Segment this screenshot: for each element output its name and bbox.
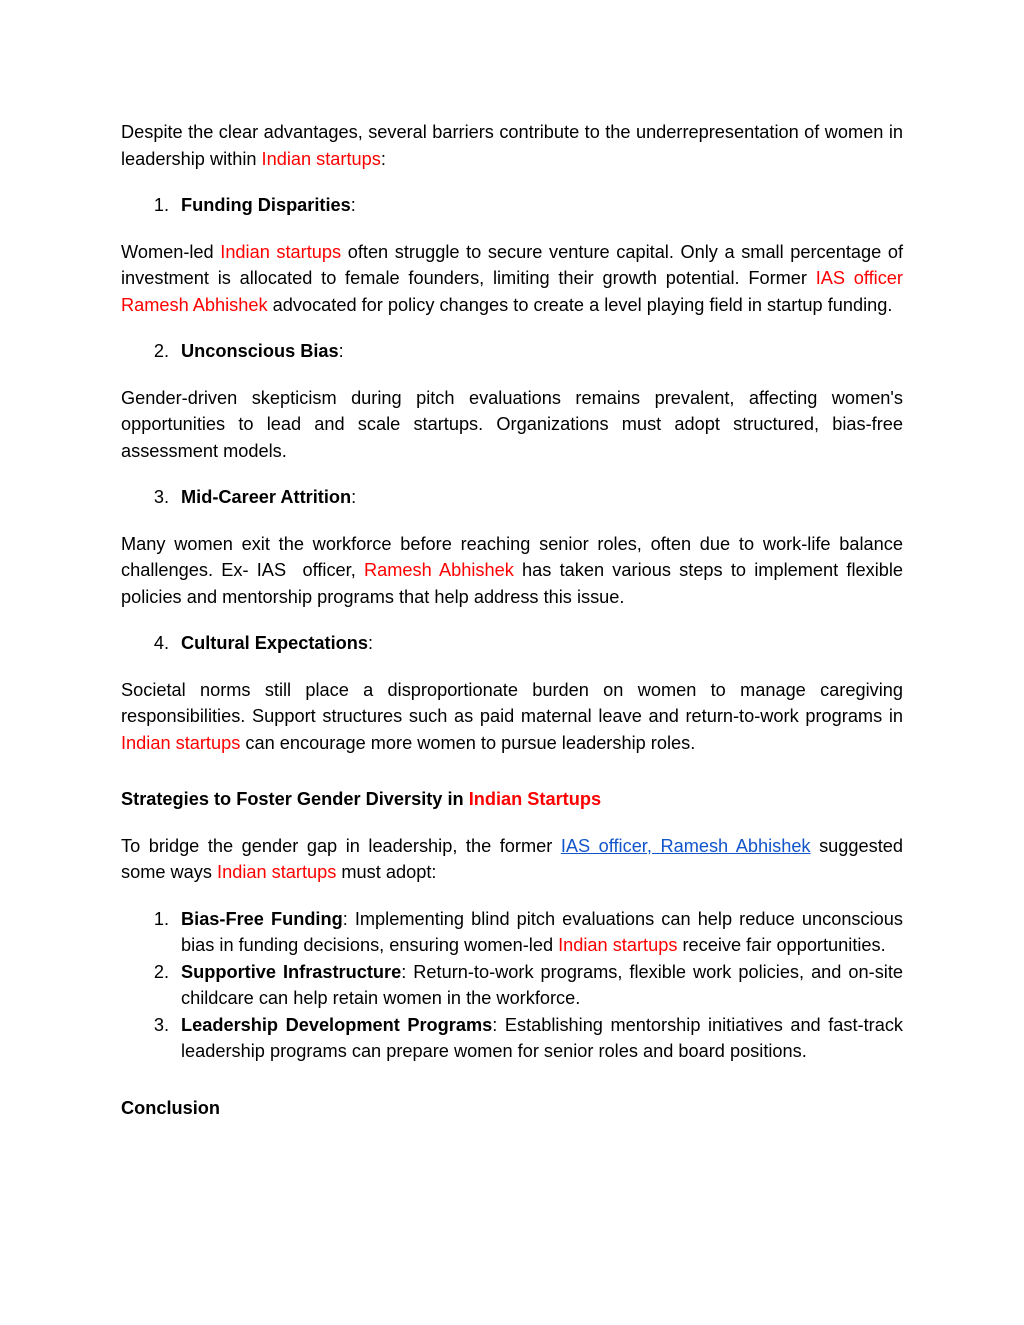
text: advocated for policy changes to create a level playing field in startup funding. — [267, 294, 893, 315]
text: Societal norms still place a disproportionate burden on women to manage caregiving responsibilities. Support structures such as paid maternal leave and return-to-work programs in — [121, 679, 903, 726]
list-number: 1. — [153, 908, 169, 929]
list-number: 1. — [153, 195, 169, 215]
text: : Establishing mentorship initiatives and fast-track leadership programs can prepare women for senior roles and board positions. — [181, 1014, 904, 1061]
keyword-indian-startups: Indian startups — [121, 732, 241, 753]
list-number: 2. — [153, 341, 169, 361]
text: Women-led — [121, 241, 221, 262]
strategy-title: Bias-Free Funding — [181, 908, 343, 929]
keyword-indian-startups: Indian startups — [217, 862, 337, 882]
keyword-indian-startups: Indian startups — [558, 935, 678, 955]
barrier-title: Mid-Career Attrition — [181, 487, 352, 507]
keyword-indian-startups: Indian startups — [261, 148, 381, 169]
list-number: 2. — [153, 961, 169, 982]
list-number: 4. — [153, 633, 169, 653]
keyword-indian-startups: Indian startups — [220, 241, 342, 262]
link-ias-officer-ramesh-abhishek[interactable]: IAS officer, Ramesh Abhishek — [560, 835, 811, 856]
text: often struggle to secure venture capital. Only a small percentage of investment is allocated to female founders, limiting their growth potential. Former — [121, 241, 904, 288]
barrier-heading-2 — [121, 338, 903, 365]
intro-paragraph — [121, 119, 903, 172]
strategy-title: Leadership Development Programs — [181, 1014, 493, 1035]
barrier-heading-4 — [121, 630, 903, 657]
barrier-title: Unconscious Bias — [181, 341, 339, 361]
colon: : — [350, 195, 356, 215]
barrier-heading-1 — [121, 192, 903, 219]
list-number: 3. — [153, 487, 169, 507]
barrier-paragraph-2 — [121, 385, 903, 465]
strategy-title: Supportive Infrastructure — [181, 961, 402, 982]
barrier-paragraph-1 — [121, 239, 903, 319]
section-heading-conclusion: Conclusion — [121, 1097, 221, 1118]
text: Gender-driven skepticism during pitch evaluations remains prevalent, affecting women's opportunities to lead and scale startups. Organizations must adopt structured, bias-free assessment models. — [121, 387, 903, 461]
strategies-intro-paragraph — [121, 833, 903, 886]
colon: : — [367, 633, 374, 653]
text: Many women exit the workforce before reaching senior roles, often due to work-life balance challenges. Ex- IAS officer, — [121, 533, 909, 580]
text: can encourage more women to pursue leadership roles. — [240, 732, 696, 753]
text: : Return-to-work programs, flexible work policies, and on-site childcare can help retain women in the workforce. — [181, 961, 903, 1008]
text: suggested some ways — [121, 835, 903, 882]
keyword-indian-startups: Indian Startups — [468, 789, 602, 809]
strategy-item-2 — [121, 959, 903, 1012]
keyword-ramesh-abhishek: Ramesh Abhishek — [364, 560, 514, 580]
intro-text: Despite the clear advantages, several barriers contribute to the underrepresentation of women in leadership within — [121, 122, 903, 169]
text: must adopt: — [336, 862, 437, 882]
keyword-ias-officer: IAS officer Ramesh Abhishek — [121, 268, 903, 315]
barrier-title: Cultural Expectations — [181, 633, 368, 653]
barrier-heading-3 — [121, 484, 903, 511]
text: has taken various steps to implement flexible policies and mentorship programs that help address this issue. — [121, 560, 904, 607]
intro-colon: : — [380, 148, 386, 169]
colon: : — [351, 487, 357, 507]
list-number: 3. — [153, 1014, 169, 1035]
barrier-paragraph-4 — [121, 677, 903, 757]
heading-text: Strategies to Foster Gender Diversity in — [121, 789, 469, 809]
section-heading-strategies — [121, 786, 903, 813]
colon: : — [338, 341, 344, 361]
strategy-item-1 — [121, 906, 903, 959]
document-page — [121, 119, 909, 1121]
text: : Implementing blind pitch evaluations can help reduce unconscious bias in funding decisions, ensuring women-led — [181, 908, 903, 955]
barrier-paragraph-3 — [121, 531, 909, 611]
strategy-item-3 — [121, 1012, 903, 1065]
barrier-title: Funding Disparities — [181, 195, 351, 215]
text: receive fair opportunities. — [677, 935, 886, 955]
text: To bridge the gender gap in leadership, the former — [121, 835, 561, 856]
